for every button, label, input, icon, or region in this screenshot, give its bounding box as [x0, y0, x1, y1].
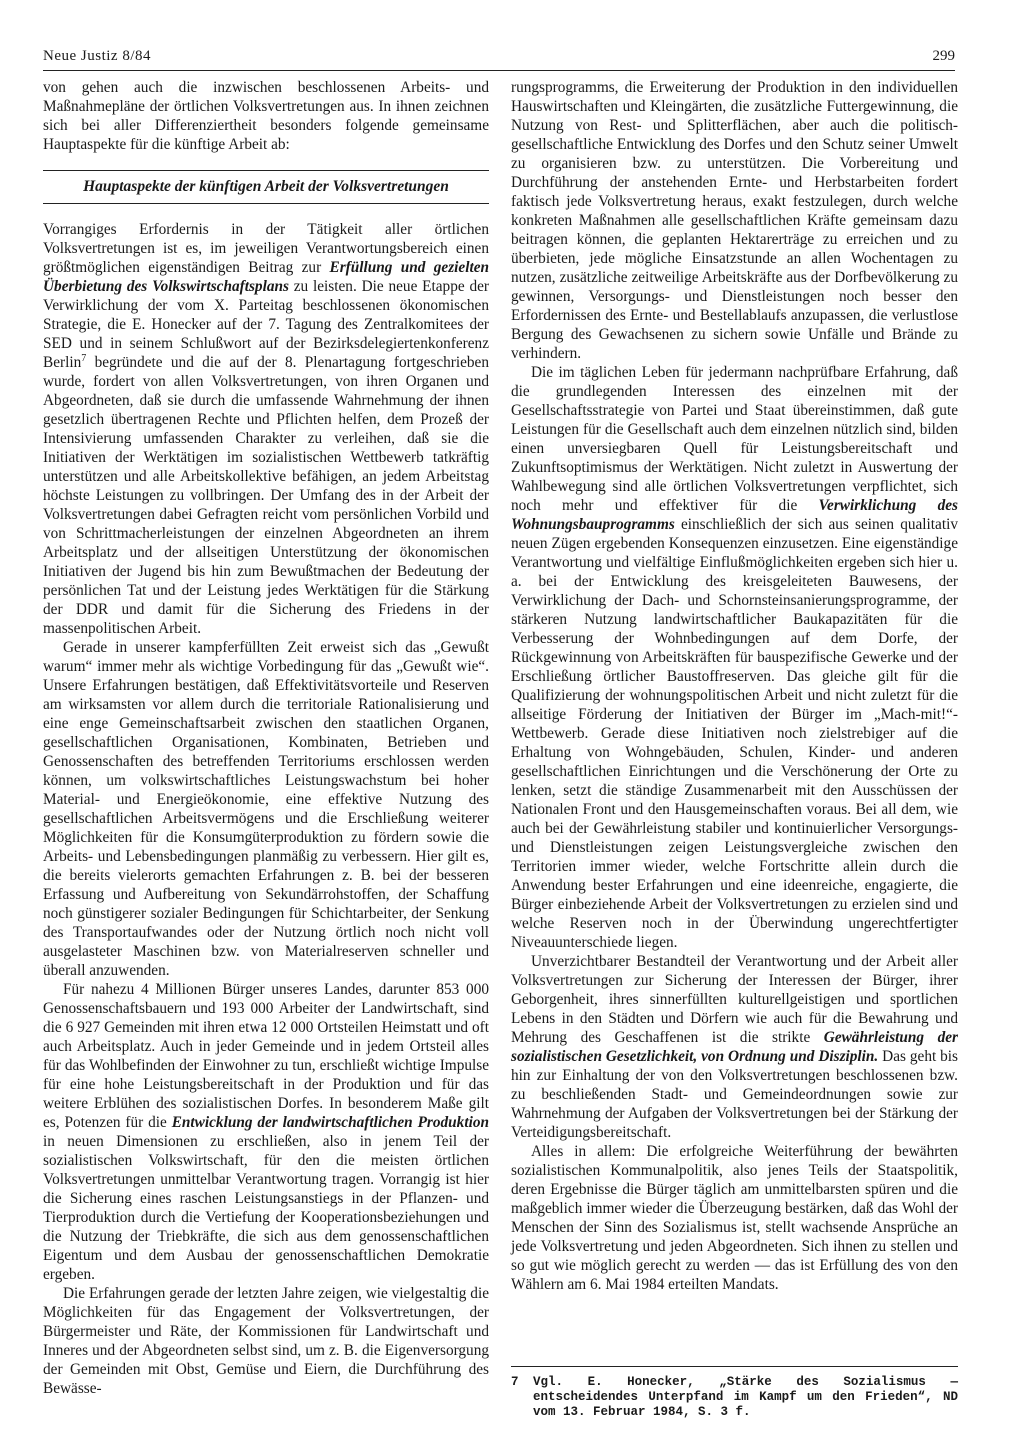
- text-run: Vorrangiges Erfordernis in der Tätigkeit aller örtlichen Volksvertretungen ist es, im jeweiligen Verantwortungsbereich einen größtmöglichen eigenständigen Beitrag zur: [43, 221, 489, 276]
- emphasis: Erfüllung und gezielten Überbietung des Volkswirtschaftsplans: [43, 259, 489, 295]
- text-run: Für nahezu 4 Millionen Bürger unseres Landes, darunter 853 000 Genossenschaftsbauern und 193 000 Arbeiter der Landwirtschaft, sind die 6 927 Gemeinden mit ihren etwa 12 000 Ortsteilen Heimstatt und oft auch Arbeitsplatz. Auch in jeder Gemeinde und in jedem Ortsteil alles für das Wohlbefinden der Einwohner zu tun, erschließt wichtige Impulse für eine hohe Leistungsbereitschaft in der Produktion und für das weitere Erblühen des sozialistischen Dorfes. In besonderem Maße gilt es, Potenzen für die: [43, 981, 489, 1131]
- paragraph: Alles in allem: Die erfolgreiche Weiterführung der bewährten sozialistischen Kommunalpolitik, also jenes Teils der Staatspolitik, deren Ergebnisse die Bürger täglich am unmittelbarsten spüren und die maßgeblich immer wieder die Überzeugung bestärken, daß das Wohl der Menschen der Sinn des Sozialismus ist, stellt wachsende Ansprüche an jede Volksvertretung und jeden Abgeordneten. Sich ihnen zu stellen und so gut wie möglich gerecht zu werden — das ist Erfüllung des von den Wählern am 6. Mai 1984 erteilten Mandats.: [511, 1143, 958, 1293]
- text-run: Die im täglichen Leben für jedermann nachprüfbare Erfahrung, daß die grundlegenden Interessen des einzelnen mit der Gesellschaftsstrategie von Partei und Staat übereinstimmen, daß gute Leistungen für die Gesellschaft auch dem einzelnen nützlich sind, bilden einen unversiegbaren Quell für Leistungsbereitschaft und Zukunftsoptimismus der Werktätigen. Nicht zuletzt in Auswertung der Wahlbewegung sind alle örtlichen Volksvertretungen verpflichtet, sich noch mehr und effektiver für die: [511, 364, 958, 514]
- text-run: Unverzichtbarer Bestandteil der Verantwortung und der Arbeit aller Volksvertretungen zur Sicherung der Interessen der Bürger, ihrer Geborgenheit, ihres sinnerfüllten kulturellgeistigen und sportlichen Lebens in den Städten und Dörfern wie auch für die Bewahrung und Mehrung des Geschaffenen ist die strikte: [511, 953, 958, 1046]
- text-run: in neuen Dimensionen zu erschließen, also in jenem Teil der sozialistischen Volkswirtschaft, für den die meisten örtlichen Volksvertretungen unmittelbar Verantwortung tragen. Vorrangig ist hier die Sicherung eines raschen Leistungsanstiegs in der Pflanzen- und Tierproduktion durch die Vertiefung der Kooperationsbeziehungen und die Nutzung der Triebkräfte, die sich aus dem genossenschaftlichen Eigentum und dem Ausbau der genossenschaftlichen Demokratie ergeben.: [43, 1133, 489, 1283]
- text-run: einschließlich der sich aus seinen qualitativ neuen Zügen ergebenden Konsequenzen einzusetzen. Eine eigenständige Verantwortung und vielfältige Einflußmöglichkeiten ergeben sich hier u. a. bei der Entwicklung des kreisgeleiteten Bauwesens, der Verwirklichung der Dach- und Schornsteinsanierungsprogramme, der stärkeren Nutzung landwirtschaftlicher Baukapazitäten für die Verbesserung der Wohnbedingungen auf dem Dorfe, der Rückgewinnung von Arbeitskräften für bauspezifische Gewerke und der Erschließung örtlicher Baustoffreserven. Das gleiche gilt für die Qualifizierung der wohnungspolitischen Arbeit und nicht zuletzt für die allseitige Förderung der Initiativen der Bürger im „Mach-mit!“-Wettbewerb. Gerade diese Initiativen noch zielstrebiger auf die Erhaltung von Wohngebäuden, Schulen, Kinder- und anderen gesellschaftlichen Einrichtungen und die Verschönerung der Orte zu lenken, setzt die ständige Zusammenarbeit mit den Ausschüssen der Nationalen Front und den Hausgemeinschaften voraus. Bei all dem, wie auch bei der Gewährleistung stabiler und kontinuierlicher Versorgungs- und Dienstleistungen zeigen Leistungsvergleiche zwischen den Territorien immer wieder, welche Fortschritte allein durch die Anwendung bester Erfahrungen und eine ideenreiche, engagierte, die Bürger einbeziehende Arbeit der Volksvertretungen zu erzielen sind und welche Reserven noch in der Überwindung ungerechtfertigter Niveauunterschiede liegen.: [511, 516, 958, 951]
- running-header: [43, 48, 955, 71]
- emphasis: Entwicklung der landwirtschaftlichen Produktion: [171, 1114, 489, 1131]
- section-heading: Hauptaspekte der künftigen Arbeit der Volksvertretungen: [83, 178, 449, 195]
- section-heading-box: [43, 170, 489, 204]
- footnote: [511, 1366, 958, 1420]
- footnote-number: 7: [511, 1375, 519, 1389]
- paragraph: [43, 980, 489, 1284]
- page-number: 299: [932, 48, 955, 64]
- paragraph: [511, 952, 958, 1142]
- journal-title: Neue Justiz 8/84: [43, 48, 151, 64]
- paragraph: Die Erfahrungen gerade der letzten Jahre zeigen, wie vielgestaltig die Möglichkeiten für das Engagement der Volksvertretungen, der Bürgermeister und Räte, der Kommissionen für Landwirtschaft und Inneres und der Abgeordneten selbst sind, um z. B. die Eigenversorgung der Gemeinden mit Obst, Gemüse und Eiern, die Durchführung des Bewässe-: [43, 1285, 489, 1397]
- intro-paragraph: von gehen auch die inzwischen beschlossenen Arbeits- und Maßnahmepläne der örtlichen Volksvertretungen aus. In ihnen zeichnen sich bei aller Differenziertheit besonders folgende gemeinsame Hauptaspekte für die künftige Arbeit ab:: [43, 79, 489, 153]
- left-column: [43, 78, 489, 1398]
- paragraph: Gerade in unserer kampferfüllten Zeit erweist sich das „Gewußt warum“ immer mehr als wichtige Vorbedingung für das „Gewußt wie“. Unsere Erfahrungen bestätigen, daß Effektivitätsvorteile und Reserven am wirksamsten vor allem durch die territoriale Rationalisierung und eine enge Gemeinschaftsarbeit zwischen den staatlichen Organen, gesellschaftlichen Organisationen, Kombinaten, Betrieben und Genossenschaften des betreffenden Territoriums erschlossen werden können, um volkswirtschaftliches Leistungswachstum bei hoher Material- und Energieökonomie, eine effektive Nutzung des gesellschaftlichen Arbeitsvermögens und die Erschließung weiterer Möglichkeiten für die Konsumgüterproduktion zu fördern sowie die Arbeits- und Lebensbedingungen planmäßig zu verbessern. Hier gilt es, die bereits vielerorts gemachten Erfahrungen z. B. bei der besseren Erfassung und Aufbereitung von Sekundärrohstoffen, der Schaffung noch günstigerer sozialer Bedingungen für Schichtarbeiter, der Senkung des Transportaufwandes oder der Nutzung örtlich noch nicht voll ausgelasteter Maschinen bzw. von Materialreserven schneller und überall anzuwenden.: [43, 639, 489, 979]
- emphasis: Verwirklichung des Wohnungsbauprogramms: [511, 497, 958, 533]
- paragraph: [511, 363, 958, 952]
- text-run: zu leisten. Die neue Etappe der Verwirklichung der vom X. Parteitag beschlossenen ökonomischen Strategie, die E. Honecker auf der 7. Tagung des Zentralkomitees der SED und in seinem Schlußwort auf der Bezirksdelegiertenkonferenz Berlin: [43, 278, 489, 371]
- emphasis: Gewährleistung der sozialistischen Gesetzlichkeit, von Ordnung und Disziplin.: [511, 1029, 958, 1065]
- right-column: [511, 78, 958, 1294]
- paragraph: rungsprogramms, die Erweiterung der Produktion in den individuellen Hauswirtschaften und Kleingärten, die zusätzliche Futtergewinnung, die Nutzung von Rest- und Splitterflächen, aber auch die politisch-gesellschaftliche Entwicklung des Dorfes und den Schutz seiner Umwelt zu organisieren bzw. zu unterstützen. Die Vorbereitung und Durchführung der anstehenden Ernte- und Herbstarbeiten fordert faktisch jede Volksvertretung heraus, exakt festzulegen, durch welche konkreten Maßnahmen alle gesellschaftlichen Kräfte gemeinsam dazu beitragen können, die geplanten Hektarerträge zu erreichen und zu überbieten, jede mögliche Einsatzstunde an allen Wochentagen zu nutzen, zusätzliche zeitweilige Arbeitskräfte aus der Dorfbevölkerung zu gewinnen, Versorgungs- und Dienstleistungen noch besser den Erfordernissen des Ernte- und Bestellablaufs anzupassen, die verlustlose Bergung des Gewachsenen zu sichern sowie Unfälle und Brände zu verhindern.: [511, 79, 958, 362]
- text-run: begründete und die auf der 8. Plenartagung fortgeschrieben wurde, fordert von allen Volksvertretungen, von ihren Organen und Abgeordneten, daß sie durch die umfassende Wahrnehmung der ihnen gesetzlich übertragenen Rechte und Pflichten helfen, dem Prozeß der Intensivierung umfassenden Charakter zu verleihen, daß sie die Initiativen der Werktätigen im sozialistischen Wettbewerb tatkräftig unterstützen und alle Arbeitskollektive befähigen, an jedem Arbeitstag höchste Leistungen zu vollbringen. Der Umfang des in der Arbeit der Volksvertretungen dabei Gefragten reicht vom persönlichen Vorbild und von Schrittmacherleistungen der einzelnen Abgeordneten an ihrem Arbeitsplatz und der allseitigen Unterstützung der ökonomischen Initiativen der Jugend bis hin zum Bewußtmachen der Bedeutung der persönlichen Tat und der Leistung jedes Werktätigen für die Stärkung der DDR und damit für die Sicherung des Friedens in der massenpolitischen Arbeit.: [43, 354, 489, 637]
- footnote-ref: 7: [81, 352, 87, 364]
- text-run: Das geht bis hin zur Einhaltung der von den Volksvertretungen beschlossenen bzw. zu beschließenden Stadt- und Gemeindeordnungen sowie zur Wahrnehmung der Aufgaben der Volksvertretungen bei der Stärkung der Verteidigungsbereitschaft.: [511, 1048, 959, 1141]
- footnote-text: Vgl. E. Honecker, „Stärke des Sozialismus — entscheidendes Unterpfand im Kampf um den Frieden“, ND vom 13. Februar 1984, S. 3 f.: [533, 1375, 958, 1419]
- paragraph: [43, 220, 489, 638]
